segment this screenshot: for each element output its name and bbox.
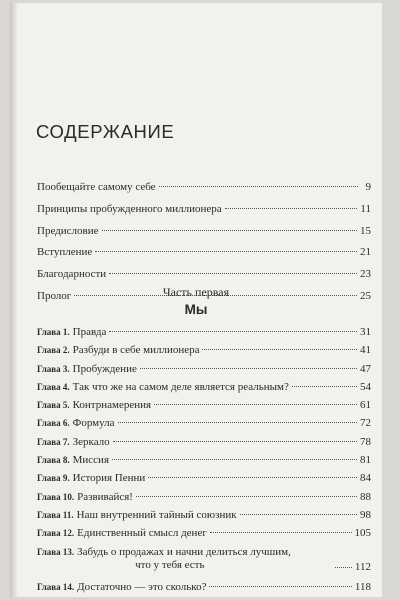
page-number: 9 (365, 181, 371, 193)
chapter-entry (37, 417, 371, 435)
dot-leader (118, 422, 358, 423)
chapter-entry (37, 363, 371, 381)
dot-leader (335, 567, 352, 568)
entry-title: Благодарности (37, 268, 107, 281)
entry-title: Принципы пробужденного миллионера (37, 202, 222, 215)
chapter-number: Глава 6. (37, 418, 70, 429)
page-number: 15 (360, 224, 371, 237)
page-gutter-shadow (10, 3, 18, 597)
chapter-number: Глава 1. (37, 327, 70, 337)
chapter-entry (37, 454, 371, 472)
chapter-entry (37, 509, 371, 527)
part-title: Мы (184, 302, 208, 317)
dot-leader (102, 230, 358, 231)
chapter-title: Развивайся! (77, 490, 133, 503)
chapter-entry (37, 399, 371, 417)
page-number: 72 (360, 417, 371, 430)
dot-leader (225, 208, 358, 209)
dot-leader (210, 532, 352, 533)
chapter-title: Так что же на самом деле является реальным? (72, 380, 289, 393)
chapter-title: История Пенни (72, 472, 146, 485)
page-number: 54 (360, 380, 371, 393)
chapter-number: Глава 3. (37, 363, 70, 374)
dot-leader (154, 404, 357, 405)
page-number: 81 (360, 454, 371, 467)
chapter-number: Глава 14. (37, 581, 75, 592)
toc-entry (37, 203, 371, 225)
chapter-title: Правда (72, 326, 107, 338)
chapter-number: Глава 4. (37, 381, 70, 392)
page-number: 88 (360, 490, 371, 503)
entry-title: Пообещайте самому себе (37, 181, 156, 193)
dot-leader (202, 349, 357, 350)
page-number: 105 (354, 527, 371, 540)
chapter-title: Наш внутренний тайный союзник (76, 508, 237, 521)
chapter-number: Глава 12. (37, 528, 75, 539)
chapter-title: Миссия (72, 454, 110, 467)
chapter-entry (37, 527, 371, 545)
chapter-number: Глава 5. (37, 400, 70, 411)
chapter-entry (37, 381, 371, 399)
entry-title: Пролог (37, 289, 72, 302)
chapter-number: Глава 7. (37, 436, 70, 447)
dot-leader (136, 496, 357, 497)
chapter-entry (37, 436, 371, 454)
chapter-number: Глава 2. (37, 345, 70, 356)
chapter-title: Единственный смысл денег (77, 527, 207, 540)
chapter-title: Контрнамерения (72, 399, 152, 412)
dot-leader (140, 368, 357, 369)
entry-title: Вступление (37, 246, 93, 259)
chapter-entry (37, 581, 371, 599)
toc-entry (37, 246, 371, 268)
chapter-number: Глава 10. (37, 491, 75, 502)
chapter-number: Глава 11. (37, 509, 74, 520)
toc-entry (37, 225, 371, 247)
dot-leader (109, 331, 357, 332)
page-number: 11 (360, 202, 371, 215)
chapter-title (77, 546, 332, 572)
dot-leader (209, 586, 351, 587)
chapter-list (37, 326, 371, 599)
page-number: 61 (360, 399, 371, 412)
dot-leader (112, 459, 357, 460)
dot-leader (240, 514, 357, 515)
chapter-title-line-1: Забудь о продажах и начни делиться лучшим, (77, 545, 291, 558)
chapter-title: Разбуди в себе миллионера (72, 344, 200, 357)
chapter-entry (37, 326, 371, 344)
page-number: 23 (360, 268, 371, 281)
dot-leader (159, 186, 358, 187)
chapter-title-line-2: что у тебя есть (135, 558, 205, 571)
page-number: 25 (360, 289, 371, 302)
page-number: 21 (360, 246, 371, 259)
chapter-title: Формула (72, 417, 115, 430)
chapter-number: Глава 13. (37, 546, 75, 557)
chapter-entry (37, 472, 371, 490)
page-number: 84 (360, 472, 371, 485)
chapter-title: Пробуждение (72, 362, 137, 375)
entry-title: Предисловие (37, 224, 99, 237)
page-number: 41 (360, 344, 371, 357)
dot-leader (148, 477, 357, 478)
book-page (10, 3, 382, 597)
dot-leader (95, 251, 357, 252)
page-number: 31 (360, 326, 371, 338)
chapter-title: Зеркало (72, 435, 110, 448)
page-number: 118 (354, 580, 371, 593)
chapter-title: Достаточно — это сколько? (77, 580, 207, 593)
toc-entry (37, 181, 371, 203)
contents-heading: СОДЕРЖАНИЕ (36, 121, 175, 142)
chapter-entry (37, 491, 371, 509)
page-number: 47 (360, 362, 371, 375)
dot-leader (113, 441, 357, 442)
page-number: 112 (354, 560, 371, 573)
chapter-entry (37, 344, 371, 362)
chapter-number: Глава 8. (37, 455, 70, 466)
chapter-number: Глава 9. (37, 473, 70, 484)
page-number: 78 (360, 435, 371, 448)
part-label: Часть первая (162, 285, 230, 299)
dot-leader (292, 386, 357, 387)
dot-leader (109, 273, 357, 274)
page-number: 98 (360, 508, 371, 521)
chapter-entry (37, 546, 371, 581)
